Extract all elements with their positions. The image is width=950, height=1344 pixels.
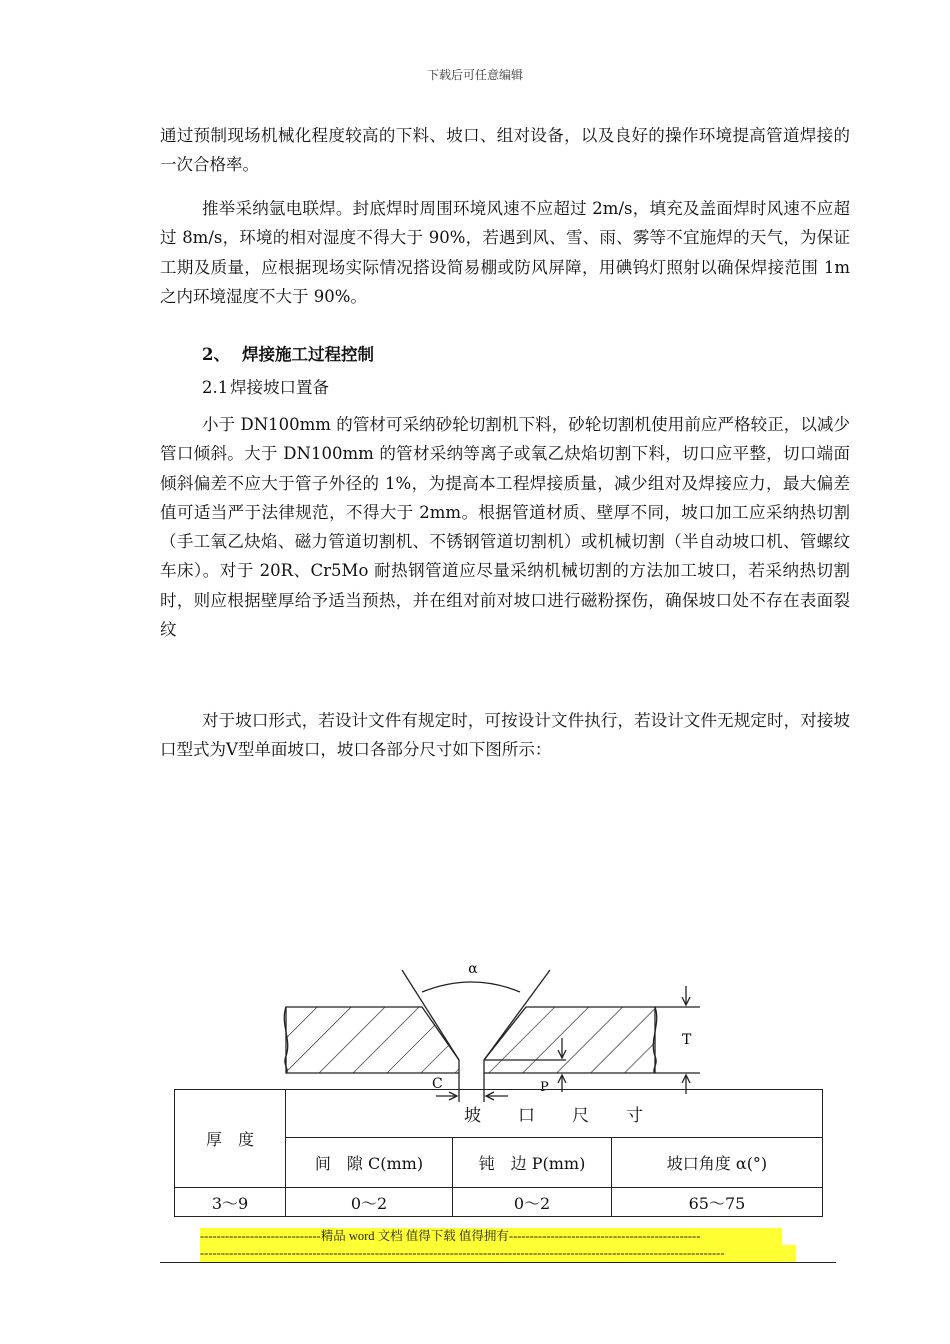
heading-number: 2.1: [202, 378, 229, 397]
alpha-arc: [422, 982, 520, 992]
alpha-label: α: [468, 961, 478, 977]
right-plate: [484, 1007, 655, 1073]
thickness-header: 厚 度: [175, 1090, 286, 1188]
thickness-cell: 3～9: [175, 1188, 286, 1217]
paragraph-text: 通过预制现场机械化程度较高的下料、坡口、组对设备，以及良好的操作环境提高管道焊接的一次合格率。: [160, 126, 850, 175]
footer-banner-1: -----------------------------精品 word 文档 值得下载 值得拥有----------------------------------------------: [200, 1228, 782, 1245]
left-plate: [286, 1007, 459, 1073]
heading-title: 焊接施工过程控制: [242, 345, 374, 364]
blunt-edge-header: 钝 边 P(mm): [453, 1138, 612, 1188]
p-label: P: [540, 1080, 549, 1095]
paragraph-text: 小于 DN100mm 的管材可采纳砂轮切割机下料，砂轮切割机使用前应严格较正，以减少管口倾斜。大于 DN100mm 的管材采纳等离子或氧乙炔焰切割下料，切口应平整，切口端面倾斜偏差不应大于管子外径的 1%，为提高本工程焊接质量，减少组对及焊接应力，最大偏差值可适当严于法律规范，不得大于 2mm。根据管道材质、壁厚不同，坡口加工应采纳热切割（手工氧乙炔焰、磁力管道切割机、不锈钢管道切割机）或机械切割（半自动坡口机、管螺纹车床）。对于 20R、Cr5Mo 耐热钢管道应尽量采纳机械切割的方法加工坡口，若采纳热切割时，则应根据壁厚给予适当预热，并在组对前对坡口进行磁粉探伤，确保坡口处不存在表面裂纹: [160, 415, 850, 640]
c-label: C: [432, 1076, 443, 1092]
heading-title: 焊接坡口置备: [230, 378, 329, 397]
footer-banner-2: ------------------------------------------------------------------------------------------------------------------------------: [200, 1245, 796, 1262]
gap-header: 间 隙 C(mm): [286, 1138, 453, 1188]
paragraph-text: 对于坡口形式，若设计文件有规定时，可按设计文件执行，若设计文件无规定时，对接坡口型式为Ⅴ型单面坡口，坡口各部分尺寸如下图所示：: [160, 711, 850, 760]
heading-number: 2、: [202, 345, 230, 364]
gap-cell: 0～2: [286, 1188, 453, 1217]
groove-dimension-table: [174, 1089, 823, 1217]
groove-dimension-header: 坡 口 尺 寸: [286, 1090, 823, 1138]
angle-cell: 65～75: [612, 1188, 823, 1217]
page-header: 下载后可任意编辑: [426, 68, 523, 82]
footer-divider: [160, 1262, 836, 1263]
paragraph-text: 推举采纳氩电联焊。封底焊时周围环境风速不应超过 2m/s，填充及盖面焊时风速不应超过 8m/s，环境的相对湿度不得大于 90%，若遇到风、雪、雨、雾等不宜施焊的天气，为保证工期及质量，应根据现场实际情况搭设简易棚或防风屏障，用碘钨灯照射以确保焊接范围 1m 之内环境湿度不大于 90%。: [160, 199, 850, 306]
blunt-edge-cell: 0～2: [453, 1188, 612, 1217]
table-row: [175, 1188, 823, 1217]
t-label: T: [682, 1032, 692, 1048]
angle-header: 坡口角度 α(°): [612, 1138, 823, 1188]
